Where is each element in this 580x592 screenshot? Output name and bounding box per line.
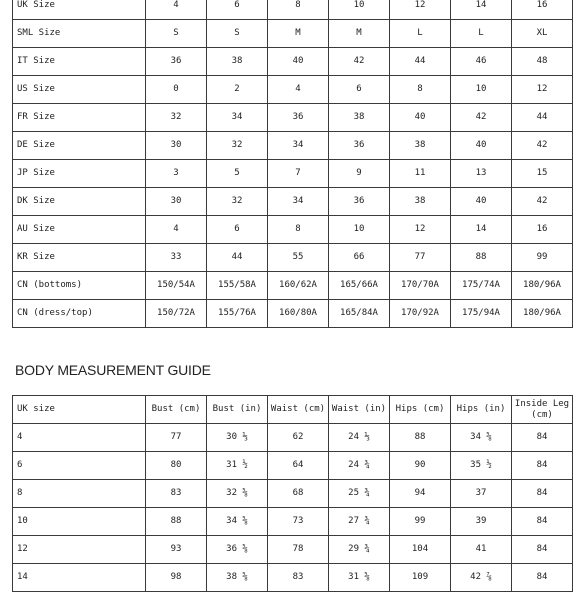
table-cell: 35 ½ [451,452,512,480]
table-cell: 42 [329,48,390,76]
table-cell: 12 [390,216,451,244]
row-label: 12 [13,536,146,564]
table-cell: 36 [329,188,390,216]
table-cell: 94 [390,480,451,508]
table-cell: 16 [512,216,573,244]
table-cell: 6 [329,76,390,104]
table-cell: 10 [329,216,390,244]
column-header: Bust (cm) [146,396,207,424]
table-cell: 39 [451,508,512,536]
row-label: 6 [13,452,146,480]
table-cell: 42 [512,188,573,216]
table-cell: 84 [512,564,573,592]
row-label: JP Size [13,160,146,188]
table-row [13,0,573,20]
table-cell: 66 [329,244,390,272]
table-cell: 104 [390,536,451,564]
table-cell: 78 [268,536,329,564]
row-label: 14 [13,564,146,592]
table-cell: 38 [390,132,451,160]
table-cell: 36 ⅝ [207,536,268,564]
table-cell: 46 [451,48,512,76]
row-label: DK Size [13,188,146,216]
table-cell: 30 [146,132,207,160]
table-cell: 150/54A [146,272,207,300]
table-cell: 175/74A [451,272,512,300]
table-cell: 6 [207,216,268,244]
table-cell: 42 [451,104,512,132]
column-header: Hips (in) [451,396,512,424]
table-cell: 98 [146,564,207,592]
table-cell: 90 [390,452,451,480]
table-cell: 34 [207,104,268,132]
table-cell: 10 [451,76,512,104]
table-cell: 8 [268,0,329,20]
table-cell: 62 [268,424,329,452]
table-cell: 155/58A [207,272,268,300]
table-cell: 6 [207,0,268,20]
column-header: UK size [13,396,146,424]
table-cell: 84 [512,536,573,564]
table-cell: 80 [146,452,207,480]
table-cell: 0 [146,76,207,104]
section-title: BODY MEASUREMENT GUIDE [15,362,211,378]
table-cell: 38 [207,48,268,76]
table-cell: M [329,20,390,48]
table-cell: L [390,20,451,48]
table-cell: 84 [512,508,573,536]
table-cell: 165/66A [329,272,390,300]
table-cell: 109 [390,564,451,592]
table-cell: 29 ¾ [329,536,390,564]
table-cell: 8 [390,76,451,104]
column-header: Bust (in) [207,396,268,424]
row-label: 8 [13,480,146,508]
table-cell: 24 ¾ [329,452,390,480]
table-cell: 40 [451,188,512,216]
table-cell: 10 [329,0,390,20]
table-cell: 25 ¾ [329,480,390,508]
table-cell: 15 [512,160,573,188]
table-cell: 30 [146,188,207,216]
table-row [13,20,573,48]
table-cell: 175/94A [451,300,512,328]
table-cell: 12 [390,0,451,20]
table-cell: 36 [146,48,207,76]
table-cell: 180/96A [512,272,573,300]
row-label: 10 [13,508,146,536]
table-row [13,300,573,328]
table-cell: 34 ⅝ [207,508,268,536]
table-cell: 99 [512,244,573,272]
table-cell: 41 [451,536,512,564]
table-row [13,76,573,104]
row-label: US Size [13,76,146,104]
size-conversion-table [12,0,573,328]
table-cell: 32 [207,188,268,216]
table-cell: 27 ¾ [329,508,390,536]
table-cell: 37 [451,480,512,508]
table-cell: 34 [268,132,329,160]
table-cell: 68 [268,480,329,508]
column-header: Hips (cm) [390,396,451,424]
header-row [13,396,573,424]
table-cell: 165/84A [329,300,390,328]
table-cell: 64 [268,452,329,480]
table-row [13,508,573,536]
table-cell: 34 [268,188,329,216]
table-cell: 8 [268,216,329,244]
table-cell: 13 [451,160,512,188]
table-cell: 170/92A [390,300,451,328]
row-label: CN (dress/top) [13,300,146,328]
table-cell: 83 [268,564,329,592]
table-cell: 3 [146,160,207,188]
table-cell: 88 [146,508,207,536]
row-label: AU Size [13,216,146,244]
table-cell: M [268,20,329,48]
table-cell: 160/80A [268,300,329,328]
table-cell: 32 ⅝ [207,480,268,508]
table-cell: 42 ⅞ [451,564,512,592]
table-row [13,536,573,564]
row-label: SML Size [13,20,146,48]
table-cell: 155/76A [207,300,268,328]
row-label: FR Size [13,104,146,132]
table-cell: 4 [146,216,207,244]
row-label: 4 [13,424,146,452]
body-measurement-table [12,395,573,592]
table-cell: 31 ½ [207,452,268,480]
table-cell: 36 [268,104,329,132]
table-cell: S [207,20,268,48]
table-cell: 16 [512,0,573,20]
table-cell: 34 ⅝ [451,424,512,452]
table-row [13,48,573,76]
table-cell: 30 ⅓ [207,424,268,452]
table-cell: 11 [390,160,451,188]
table-cell: 180/96A [512,300,573,328]
table-cell: 14 [451,0,512,20]
table-cell: 12 [512,76,573,104]
table-row [13,564,573,592]
table-cell: 77 [146,424,207,452]
table-cell: 2 [207,76,268,104]
table-cell: 44 [512,104,573,132]
table-cell: 5 [207,160,268,188]
row-label: KR Size [13,244,146,272]
table-cell: 73 [268,508,329,536]
table-cell: 32 [146,104,207,132]
row-label: UK Size [13,0,146,20]
table-cell: 4 [146,0,207,20]
table-row [13,216,573,244]
table-cell: 4 [268,76,329,104]
table-cell: 31 ⅝ [329,564,390,592]
row-label: CN (bottoms) [13,272,146,300]
table-cell: 38 [390,188,451,216]
table-cell: 170/70A [390,272,451,300]
table-row [13,132,573,160]
table-cell: 88 [390,424,451,452]
table-row [13,480,573,508]
table-cell: 32 [207,132,268,160]
table-cell: 9 [329,160,390,188]
table-cell: 48 [512,48,573,76]
table-cell: 93 [146,536,207,564]
table-cell: 40 [268,48,329,76]
table-cell: 160/62A [268,272,329,300]
table-row [13,244,573,272]
table-cell: 84 [512,452,573,480]
table-cell: 36 [329,132,390,160]
table-cell: 84 [512,424,573,452]
table-cell: S [146,20,207,48]
table-cell: 42 [512,132,573,160]
table-cell: 44 [207,244,268,272]
table-cell: XL [512,20,573,48]
table-row [13,272,573,300]
table-cell: 77 [390,244,451,272]
column-header: Waist (cm) [268,396,329,424]
table-cell: 40 [451,132,512,160]
table-cell: 14 [451,216,512,244]
table-cell: 150/72A [146,300,207,328]
table-row [13,188,573,216]
table-cell: 99 [390,508,451,536]
table-row [13,452,573,480]
table-cell: 40 [390,104,451,132]
table-cell: 38 ⅝ [207,564,268,592]
table-cell: 44 [390,48,451,76]
table-row [13,104,573,132]
table-cell: L [451,20,512,48]
table-cell: 88 [451,244,512,272]
row-label: IT Size [13,48,146,76]
table-row [13,424,573,452]
column-header: Waist (in) [329,396,390,424]
table-cell: 55 [268,244,329,272]
table-cell: 83 [146,480,207,508]
table-cell: 24 ⅓ [329,424,390,452]
table-cell: 7 [268,160,329,188]
table-cell: 38 [329,104,390,132]
table-cell: 33 [146,244,207,272]
row-label: DE Size [13,132,146,160]
table-cell: 84 [512,480,573,508]
column-header: Inside Leg (cm) [512,396,573,424]
table-row [13,160,573,188]
